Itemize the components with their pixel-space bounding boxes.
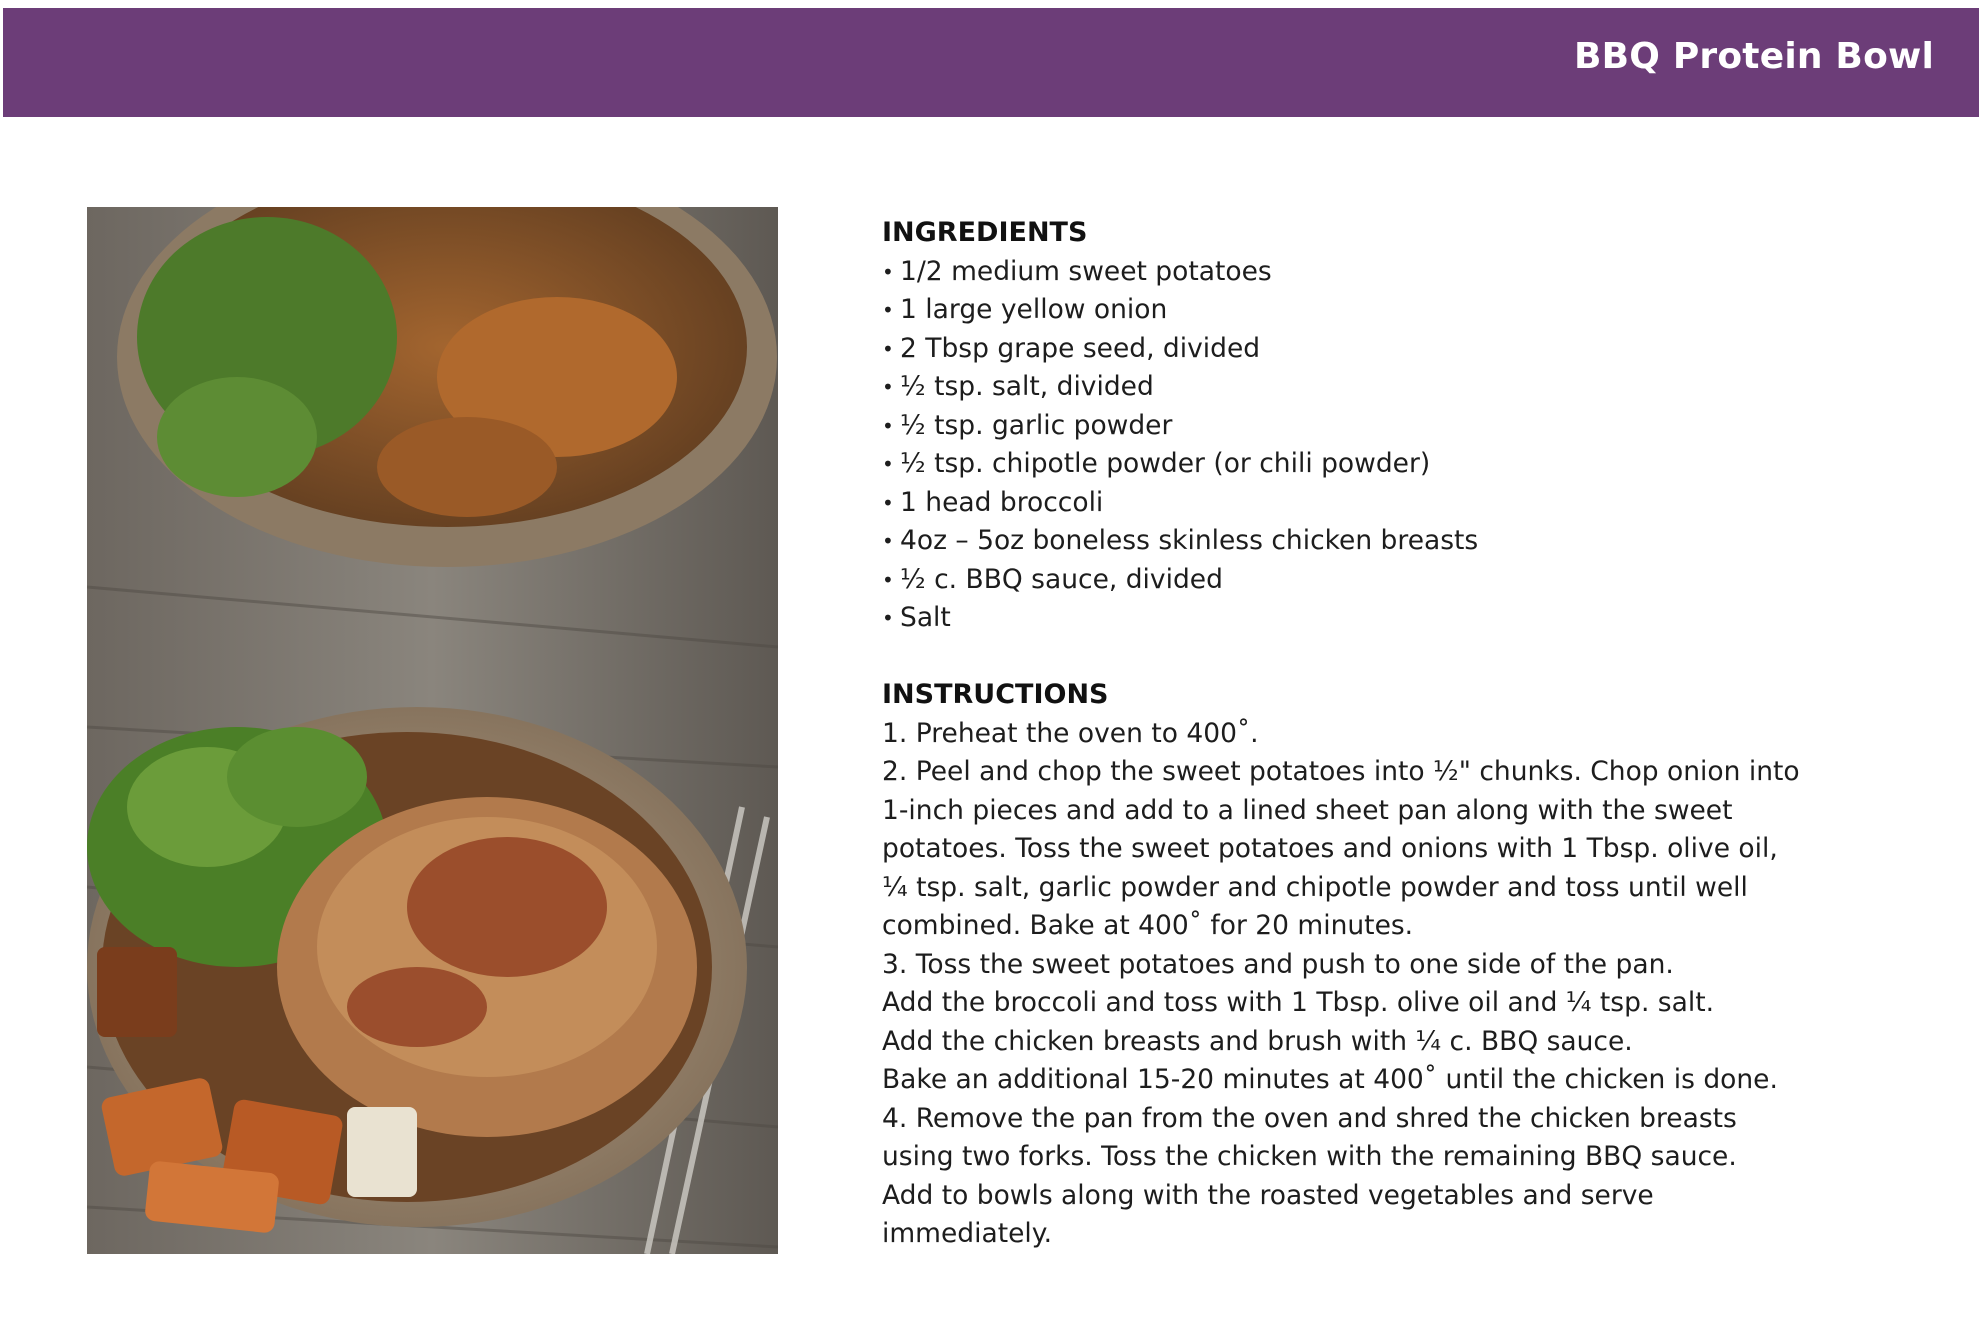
- bullet-icon: •: [882, 490, 894, 515]
- bbq-bowl-photo-icon: [87, 207, 778, 1254]
- instruction-line: Bake an additional 15-20 minutes at 400˚ until the chicken is done.: [882, 1064, 1778, 1095]
- instruction-line: using two forks. Toss the chicken with the remaining BBQ sauce.: [882, 1141, 1737, 1172]
- header-banner: [3, 8, 1979, 117]
- ingredient-item: • 1/2 medium sweet potatoes: [882, 253, 1942, 292]
- instruction-line: potatoes. Toss the sweet potatoes and onions with 1 Tbsp. olive oil,: [882, 833, 1778, 864]
- instruction-line: 1. Preheat the oven to 400˚.: [882, 717, 1259, 749]
- bullet-icon: •: [882, 567, 894, 592]
- bullet-icon: •: [882, 298, 894, 322]
- recipe-title: BBQ Protein Bowl: [1574, 36, 1934, 77]
- bullet-icon: •: [882, 413, 894, 438]
- recipe-text: [882, 214, 1942, 1254]
- bullet-icon: •: [882, 529, 894, 553]
- instruction-line: 3. Toss the sweet potatoes and push to one side of the pan.: [882, 948, 1674, 980]
- instruction-line: 2. Peel and chop the sweet potatoes into ½" chunks. Chop onion into: [882, 756, 1800, 787]
- instruction-line: Add the broccoli and toss with 1 Tbsp. olive oil and ¼ tsp. salt.: [882, 987, 1715, 1018]
- ingredients-list: [882, 253, 1942, 638]
- ingredient-item: • 4oz – 5oz boneless skinless chicken breasts: [882, 522, 1942, 561]
- ingredient-item: • Salt: [882, 599, 1942, 638]
- bullet-icon: •: [882, 259, 894, 284]
- ingredient-item: • 1 head broccoli: [882, 484, 1942, 523]
- instruction-line: Add to bowls along with the roasted vegetables and serve: [882, 1179, 1654, 1211]
- instruction-line: combined. Bake at 400˚ for 20 minutes.: [882, 910, 1414, 941]
- ingredient-item: • ½ tsp. garlic powder: [882, 407, 1942, 446]
- instruction-line: 1-inch pieces and add to a lined sheet pan along with the sweet: [882, 794, 1733, 826]
- instruction-line: ¼ tsp. salt, garlic powder and chipotle powder and toss until well: [882, 871, 1748, 903]
- food-photo: [87, 207, 778, 1254]
- section-spacer: [882, 638, 1942, 677]
- instruction-line: Add the chicken breasts and brush with ¼ c. BBQ sauce.: [882, 1025, 1633, 1057]
- instruction-line: immediately.: [882, 1218, 1053, 1249]
- bullet-icon: •: [882, 336, 894, 361]
- instruction-line: 4. Remove the pan from the oven and shred the chicken breasts: [882, 1102, 1737, 1134]
- ingredient-item: • 1 large yellow onion: [882, 291, 1942, 330]
- ingredients-heading: INGREDIENTS: [882, 217, 1088, 248]
- instructions-body: [882, 715, 1942, 1254]
- bullet-icon: •: [882, 606, 894, 630]
- ingredient-item: • ½ tsp. chipotle powder (or chili powder): [882, 445, 1942, 484]
- bullet-icon: •: [882, 452, 894, 476]
- instructions-heading: INSTRUCTIONS: [882, 679, 1109, 710]
- ingredient-item: • ½ tsp. salt, divided: [882, 368, 1942, 407]
- ingredient-item: • ½ c. BBQ sauce, divided: [882, 561, 1942, 600]
- bullet-icon: •: [882, 375, 894, 399]
- ingredient-item: • 2 Tbsp grape seed, divided: [882, 330, 1942, 369]
